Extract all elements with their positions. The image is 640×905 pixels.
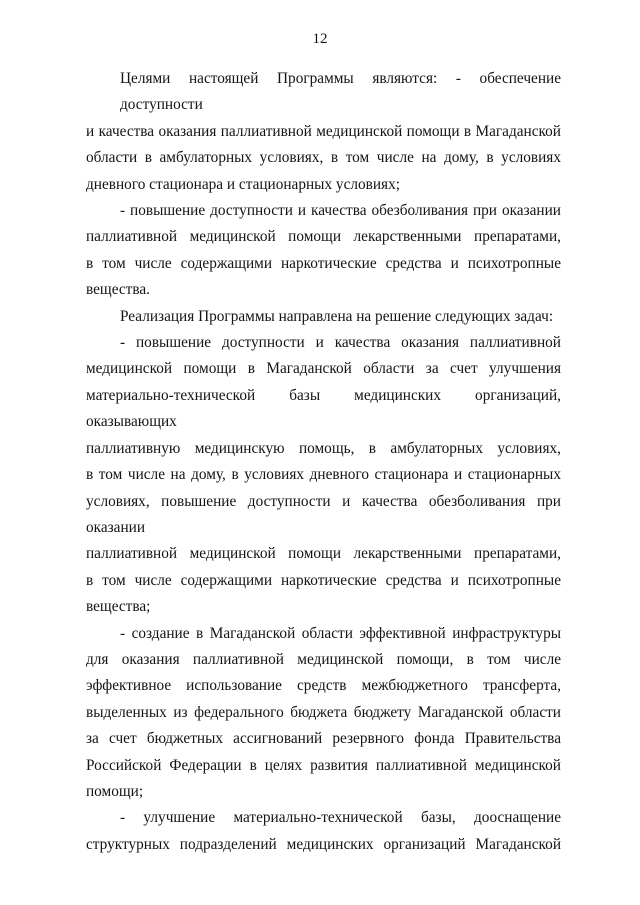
paragraph-task-equipment	[86, 805, 561, 858]
text-line: вещества;	[86, 598, 151, 616]
text-line: для оказания паллиативной медицинской помощи, в том числе	[86, 650, 561, 668]
paragraph-task-infrastructure	[86, 621, 561, 806]
text-line: Российской Федерации в целях развития паллиативной медицинской	[86, 756, 561, 774]
paragraph-tasks-intro	[86, 304, 561, 330]
text-line: Реализация Программы направлена на решение следующих задач:	[120, 307, 554, 325]
text-line: и качества оказания паллиативной медицинской помощи в Магаданской	[86, 122, 561, 140]
text-line: в том числе на дому, в условиях дневного стационара и стационарных	[86, 466, 561, 484]
text-line: условиях, повышение доступности и качества обезболивания при оказании	[86, 492, 561, 536]
text-line: - создание в Магаданской области эффективной инфраструктуры	[120, 624, 561, 642]
text-line: эффективное использование средств межбюджетного трансферта,	[86, 677, 561, 695]
text-line: материально-технической базы медицинских организаций, оказывающих	[86, 386, 561, 431]
text-line: дневного стационара и стационарных условиях;	[86, 175, 400, 193]
text-line: паллиативной медицинской помощи лекарственными препаратами,	[86, 228, 561, 246]
text-line: в том числе содержащими наркотические средства и психотропные	[86, 571, 561, 589]
text-line: в том числе содержащими наркотические средства и психотропные	[86, 254, 561, 272]
text-line: паллиативной медицинской помощи лекарственными препаратами,	[86, 545, 561, 563]
text-line: - повышение доступности и качества обезболивания при оказании	[120, 202, 561, 220]
page-number: 12	[312, 31, 328, 47]
text-line: выделенных из федерального бюджета бюджету Магаданской области	[86, 703, 561, 721]
text-line: медицинской помощи в Магаданской области за счет улучшения	[86, 360, 561, 378]
text-line: вещества.	[86, 281, 150, 299]
document-body	[86, 66, 561, 858]
text-line: паллиативную медицинскую помощь, в амбулаторных условиях,	[86, 439, 561, 457]
paragraph-task-accessibility	[86, 330, 561, 620]
text-line: области в амбулаторных условиях, в том числе на дому, в условиях	[86, 149, 561, 167]
text-line: структурных подразделений медицинских организаций Магаданской	[86, 835, 561, 853]
text-line: помощи;	[86, 782, 144, 800]
text-line: за счет бюджетных ассигнований резервного фонда Правительства	[86, 730, 561, 748]
text-line: - повышение доступности и качества оказания паллиативной	[120, 334, 561, 352]
paragraph-goals	[86, 66, 561, 198]
paragraph-analgesia	[86, 198, 561, 304]
text-line: - улучшение материально-технической базы, дооснащение	[120, 809, 561, 827]
text-line: Целями настоящей Программы являются: - обеспечение доступности	[120, 70, 561, 114]
